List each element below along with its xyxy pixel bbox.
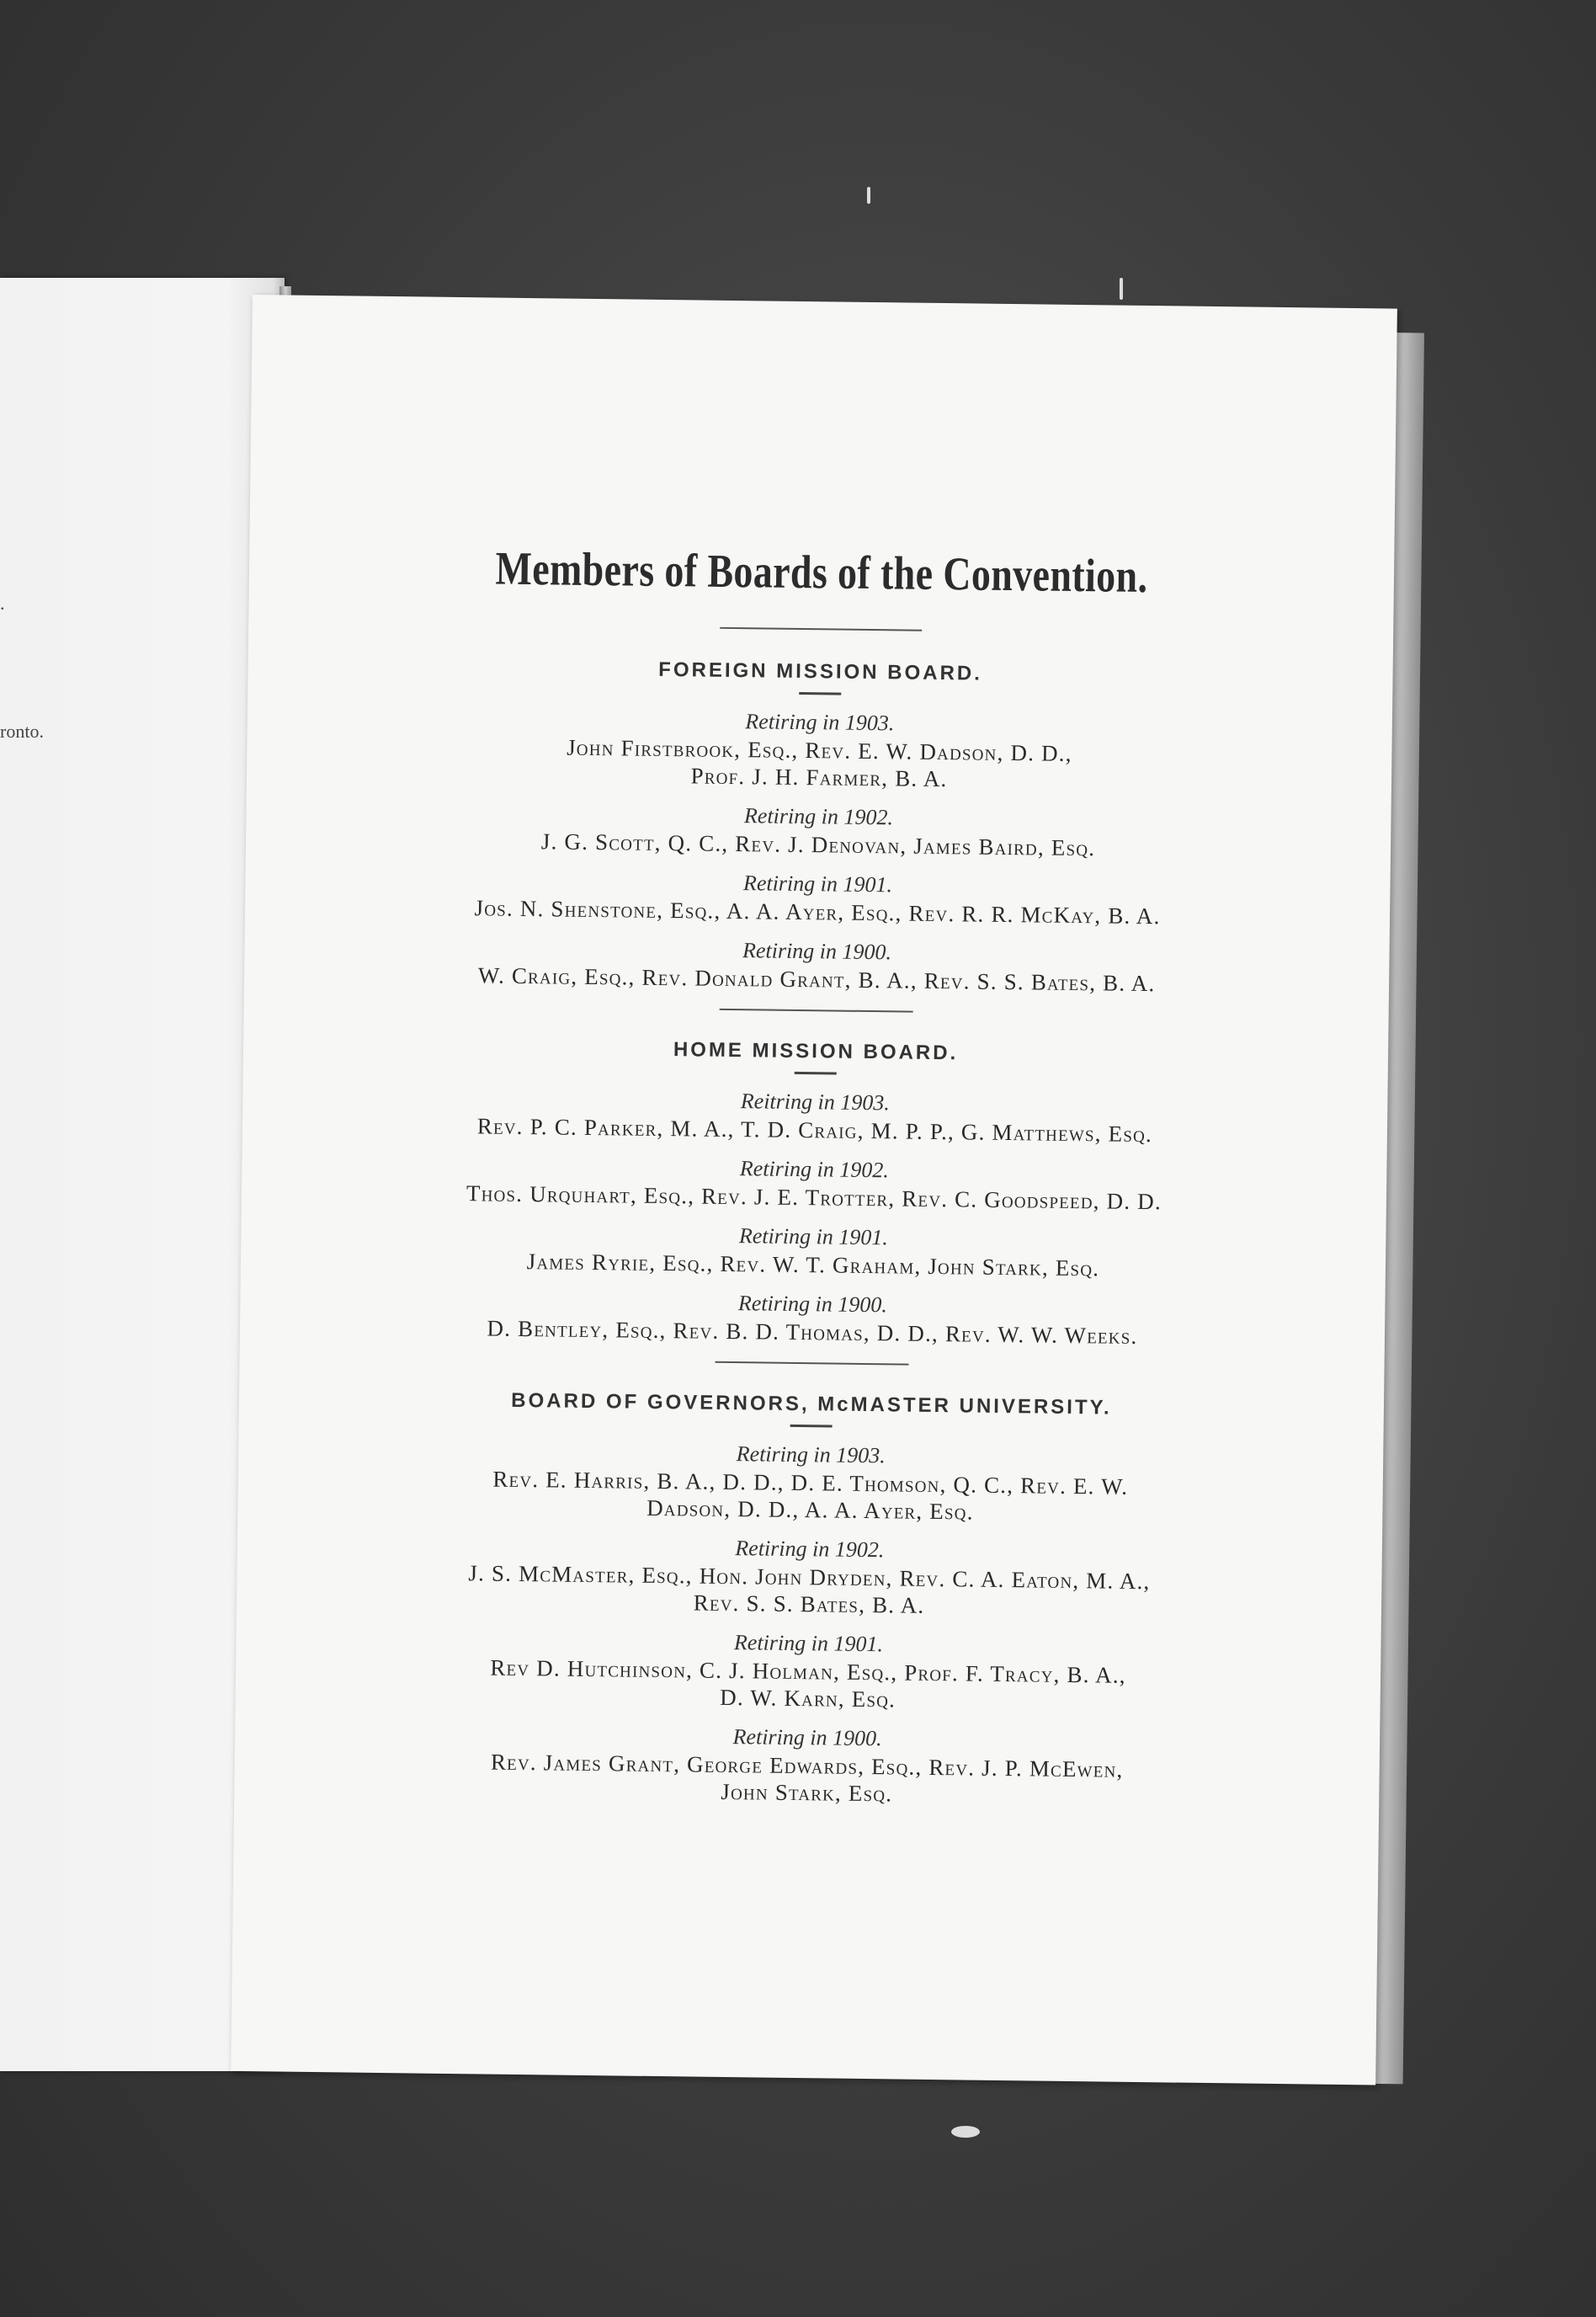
right-page <box>231 295 1397 2085</box>
board-heading: FOREIGN MISSION BOARD. <box>658 658 983 685</box>
section-rule <box>716 1361 909 1366</box>
member-names: John Firstbrook, Esq., Rev. E. W. Dadson, D. D., <box>566 734 1072 766</box>
retiring-year: Retiring in 1900. <box>732 1724 882 1751</box>
retiring-year: Retiring in 1901. <box>733 1630 884 1657</box>
left-page-fragment: ronto. <box>0 721 44 742</box>
member-names: Jos. N. Shenstone, Esq., A. A. Ayer, Esq., Rev. R. R. McKay, B. A. <box>474 895 1161 929</box>
heading-rule <box>799 692 841 695</box>
member-names: James Ryrie, Esq., Rev. W. T. Graham, John Stark, Esq. <box>526 1249 1100 1281</box>
retiring-year: Retiring in 1902. <box>743 803 894 830</box>
retiring-year: Retiring in 1903. <box>736 1441 886 1468</box>
home-mission-board <box>341 1034 1287 1351</box>
title-rule <box>720 627 922 631</box>
board-heading: HOME MISSION BOARD. <box>673 1038 959 1065</box>
board-of-governors <box>335 1387 1283 1812</box>
page-title: Members of Boards of the Convention. <box>495 542 1148 604</box>
retiring-year: Retiring in 1901. <box>742 871 893 898</box>
dust-speck <box>1120 278 1123 300</box>
foreign-mission-board <box>345 654 1292 999</box>
dust-speck <box>867 187 870 204</box>
retiring-year: Retiring in 1901. <box>738 1223 889 1250</box>
member-names: Rev D. Hutchinson, C. J. Holman, Esq., Prof. F. Tracy, B. A., <box>490 1654 1126 1688</box>
page-content <box>335 540 1293 1812</box>
retiring-year: Retiring in 1900. <box>742 938 892 965</box>
member-names: Dadson, D. D., A. A. Ayer, Esq. <box>646 1494 974 1525</box>
board-heading: BOARD OF GOVERNORS, McMASTER UNIVERSITY. <box>511 1388 1112 1419</box>
member-names: D. Bentley, Esq., Rev. B. D. Thomas, D. D., Rev. W. W. Weeks. <box>487 1315 1138 1349</box>
left-page-fragment: . <box>0 593 5 614</box>
member-names: J. S. McMaster, Esq., Hon. John Dryden, Rev. C. A. Eaton, M. A., <box>468 1560 1151 1595</box>
member-names: Rev. P. C. Parker, M. A., T. D. Craig, M. P. P., G. Matthews, Esq. <box>476 1113 1153 1148</box>
retiring-year: Retiring in 1900. <box>737 1291 888 1318</box>
heading-rule <box>790 1425 833 1428</box>
member-names: Prof. J. H. Farmer, B. A. <box>690 763 948 792</box>
dust-speck <box>951 2126 980 2138</box>
member-names: Rev. E. Harris, B. A., D. D., D. E. Thomson, Q. C., Rev. E. W. <box>492 1466 1129 1499</box>
member-names: Thos. Urquhart, Esq., Rev. J. E. Trotter, Rev. C. Goodspeed, D. D. <box>466 1180 1162 1215</box>
heading-rule <box>795 1072 837 1075</box>
retiring-year: Retiring in 1903. <box>745 709 895 736</box>
member-names: J. G. Scott, Q. C., Rev. J. Denovan, James Baird, Esq. <box>540 828 1096 861</box>
member-names: Rev. James Grant, George Edwards, Esq., Rev. J. P. McEwen, <box>490 1749 1124 1782</box>
member-names: Rev. S. S. Bates, B. A. <box>693 1590 925 1618</box>
retiring-year: Retiring in 1902. <box>735 1536 885 1563</box>
member-names: W. Craig, Esq., Rev. Donald Grant, B. A., Rev. S. S. Bates, B. A. <box>477 962 1156 997</box>
retiring-year: Retiring in 1902. <box>739 1156 889 1183</box>
member-names: D. W. Karn, Esq. <box>720 1684 896 1712</box>
section-rule <box>720 1009 913 1013</box>
retiring-year: Reitring in 1903. <box>740 1089 890 1116</box>
member-names: John Stark, Esq. <box>721 1778 893 1807</box>
